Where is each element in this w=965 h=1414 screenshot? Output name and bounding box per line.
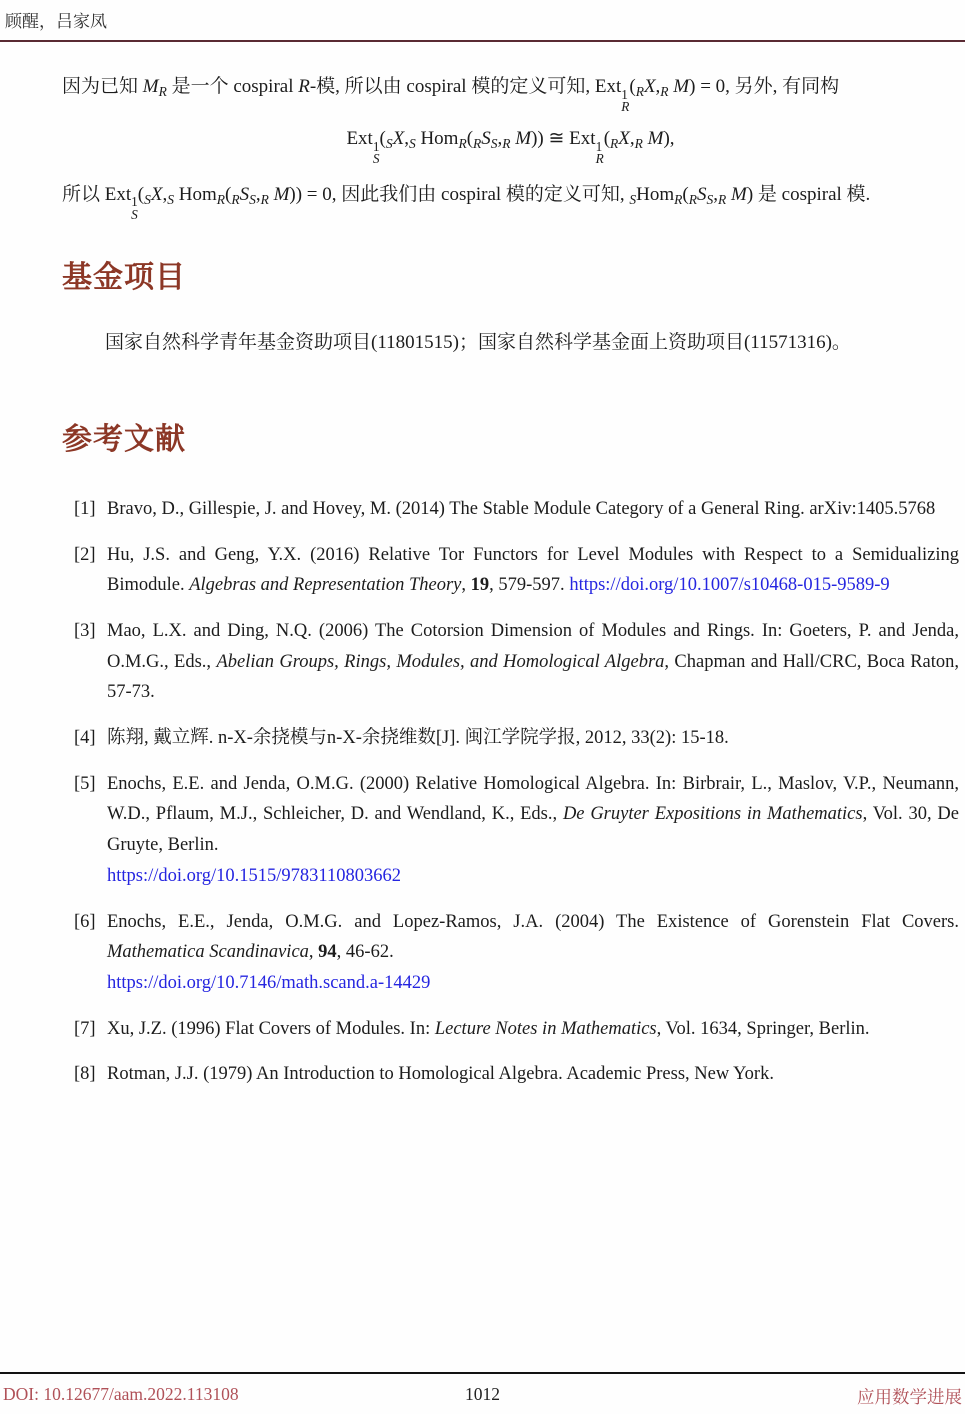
reference-item: [62, 723, 959, 754]
text-segment: ,: [655, 76, 661, 97]
doi-link[interactable]: https://doi.org/10.1515/9783110803662: [107, 865, 401, 886]
page-number: 1012: [465, 1384, 500, 1404]
doi-link[interactable]: https://doi.org/10.7146/math.scand.a-14429: [107, 973, 431, 993]
text-segment: R: [260, 192, 269, 208]
text-segment: Lecture Notes in Mathematics: [434, 1018, 657, 1039]
text-segment: R: [158, 84, 167, 100]
doi-footer-link[interactable]: DOI: 10.12677/aam.2022.113108: [3, 1384, 239, 1404]
reference-item: [62, 769, 959, 892]
text-segment: R: [717, 192, 727, 208]
text-segment: M: [647, 127, 664, 149]
text-segment: M: [515, 127, 532, 149]
reference-label: [1]: [74, 498, 96, 519]
text-segment: Hom: [415, 127, 459, 149]
reference-label: [4]: [74, 728, 96, 749]
text-segment: R: [458, 136, 467, 152]
text-segment: M: [730, 183, 747, 205]
math-supsub: 1 R: [595, 138, 604, 167]
text-segment: (: [466, 127, 474, 149]
references-section-title: 参考文献: [62, 422, 186, 456]
reference-item: [62, 1014, 959, 1045]
page-body: [62, 70, 959, 1105]
reference-label: [6]: [74, 911, 96, 932]
text-segment: , Vol. 30, De Gruyte, Berlin.: [107, 804, 959, 856]
reference-item: [62, 907, 959, 999]
reference-label: [3]: [74, 620, 96, 641]
text-segment: -模, 所以由 cospiral 模的定义可知,: [309, 76, 595, 97]
text-segment: , Vol. 1634, Springer, Berlin.: [656, 1018, 870, 1039]
text-segment: ),: [663, 127, 675, 149]
text-segment: X: [643, 76, 656, 97]
math-supsub: 1 S: [372, 138, 380, 167]
text-segment: Hom: [636, 183, 675, 205]
header-rule: [0, 40, 965, 42]
text-segment: (: [224, 183, 232, 205]
text-segment: Ext: [594, 76, 622, 97]
text-segment: Abelian Groups, Rings, Modules, and Homological Algebra: [216, 651, 665, 672]
text-segment: R: [688, 192, 697, 208]
text-segment: , 579-597.: [489, 575, 570, 596]
reference-item: [62, 494, 959, 525]
text-segment: (: [682, 183, 689, 205]
footer-rule: [0, 1372, 965, 1374]
text-segment: ,: [308, 942, 319, 963]
text-segment: M: [273, 183, 290, 205]
text-segment: )) = 0, 因此我们由 cospiral 模的定义可知,: [289, 183, 630, 205]
text-segment: R: [502, 136, 511, 152]
reference-label: [5]: [74, 773, 96, 794]
text-segment: Hom: [173, 183, 217, 205]
text-segment: S: [249, 192, 256, 208]
text-segment: Rotman, J.J. (1979) An Introduction to Homological Algebra. Academic Press, New York.: [107, 1064, 774, 1085]
text-segment: De Gruyter Expositions in Mathematics: [562, 804, 863, 825]
text-segment: S: [696, 183, 707, 205]
text-segment: 因为已知: [62, 76, 143, 97]
reference-text: [107, 1014, 959, 1045]
text-segment: ,: [162, 183, 168, 205]
text-segment: R: [634, 136, 643, 152]
text-segment: Ext: [346, 127, 373, 149]
text-segment: R: [610, 136, 619, 152]
text-segment: M: [673, 76, 690, 97]
text-segment: ,: [713, 183, 718, 205]
text-segment: Algebras and Representation Theory: [189, 575, 462, 596]
reference-item: [62, 540, 959, 601]
reference-text: [107, 540, 959, 601]
body-paragraph-2: [62, 178, 959, 222]
body-paragraph-1: [62, 70, 959, 114]
text-segment: ,: [255, 183, 261, 205]
text-segment: ,: [461, 575, 471, 596]
text-segment: S: [408, 136, 416, 152]
text-segment: Bravo, D., Gillespie, J. and Hovey, M. (2014) The Stable Module Category of a General Ring. arXiv:1405.5768: [107, 498, 936, 519]
text-segment: X: [618, 127, 630, 149]
references-list: [62, 494, 959, 1090]
text-segment: S: [385, 136, 393, 152]
display-formula: [62, 124, 959, 166]
reference-text: [107, 907, 959, 999]
text-segment: R: [216, 192, 225, 208]
reference-text: [107, 1059, 959, 1090]
text-segment: 所以 Ext: [62, 183, 132, 205]
text-segment: R: [635, 84, 644, 100]
math-supsub: 1 R: [621, 86, 630, 115]
math-supsub: 1 S: [131, 194, 138, 223]
text-segment: X: [150, 183, 163, 205]
reference-text: [107, 769, 959, 892]
text-segment: (: [137, 183, 145, 205]
text-segment: 陈翔, 戴立辉. n-X-余挠模与n-X-余挠维数[J]. 闽江学院学报, 2012, 33(2): 15-18.: [107, 728, 729, 749]
reference-label: [7]: [74, 1018, 96, 1039]
text-segment: M: [142, 76, 159, 97]
text-segment: ,: [629, 127, 635, 149]
text-segment: ) = 0, 另外, 有同构: [689, 76, 840, 97]
reference-text: [107, 494, 959, 525]
text-segment: Mao, L.X. and Ding, N.Q. (2006) The Cotorsion Dimension of Modules and Rings. In: Goeters, P. and Jenda, O.M.G., Eds.,: [107, 620, 959, 672]
journal-name: 应用数学进展: [857, 1387, 962, 1407]
text-segment: R: [231, 192, 240, 208]
reference-text: [107, 723, 959, 754]
text-segment: , 46-62.: [336, 942, 394, 963]
text-segment: X: [392, 127, 405, 149]
reference-item: [62, 1059, 959, 1090]
text-segment: )) ≅ Ext: [531, 127, 596, 149]
text-segment: (: [629, 76, 636, 97]
text-segment: R: [298, 76, 310, 97]
reference-label: [2]: [74, 544, 96, 565]
text-segment: Xu, J.Z. (1996) Flat Covers of Modules. In:: [107, 1018, 435, 1039]
reference-text: [107, 616, 959, 708]
text-segment: 19: [470, 575, 490, 596]
text-segment: Enochs, E.E., Jenda, O.M.G. and Lopez-Ramos, J.A. (2004) The Existence of Gorenstein Flat Covers.: [107, 911, 959, 932]
text-segment: S: [144, 192, 151, 208]
text-segment: S: [629, 192, 637, 208]
text-segment: R: [660, 84, 669, 100]
text-segment: , Chapman and Hall/CRC, Boca Raton, 57-73.: [107, 651, 960, 703]
reference-label: [8]: [74, 1064, 96, 1085]
text-segment: S: [490, 136, 498, 152]
doi-link[interactable]: https://doi.org/10.1007/s10468-015-9589-9: [569, 575, 890, 596]
reference-item: [62, 616, 959, 708]
text-segment: ,: [404, 127, 409, 149]
text-segment: (: [603, 127, 611, 149]
text-segment: S: [167, 192, 174, 208]
text-segment: Enochs, E.E. and Jenda, O.M.G. (2000) Relative Homological Algebra. In: Birbrair, L., Maslov, V.P., Neumann, W.D., Pflaum, M.J., Schleicher, D. and Wendland, K., Eds.,: [107, 773, 959, 825]
page-footer: [0, 1384, 965, 1410]
text-segment: 94: [318, 942, 337, 963]
text-segment: ) 是 cospiral 模.: [746, 183, 871, 205]
text-segment: (: [379, 127, 386, 149]
text-segment: R: [473, 136, 482, 152]
funding-section-title: 基金项目: [62, 260, 186, 294]
text-segment: S: [239, 183, 250, 205]
funding-text: 国家自然科学青年基金资助项目(11801515)；国家自然科学基金面上资助项目(11571316)。: [105, 331, 851, 353]
text-segment: ,: [497, 127, 503, 149]
text-segment: S: [481, 127, 491, 149]
text-segment: R: [674, 192, 683, 208]
running-head-authors: 顾醒，吕家凤: [5, 12, 107, 31]
text-segment: Hu, J.S. and Geng, Y.X. (2016) Relative Tor Functors for Level Modules with Respect to a Semidualizing Bimodule.: [107, 544, 959, 596]
text-segment: Mathematica Scandinavica: [107, 942, 309, 963]
text-segment: S: [706, 192, 714, 208]
text-segment: 是一个 cospiral: [166, 76, 299, 97]
